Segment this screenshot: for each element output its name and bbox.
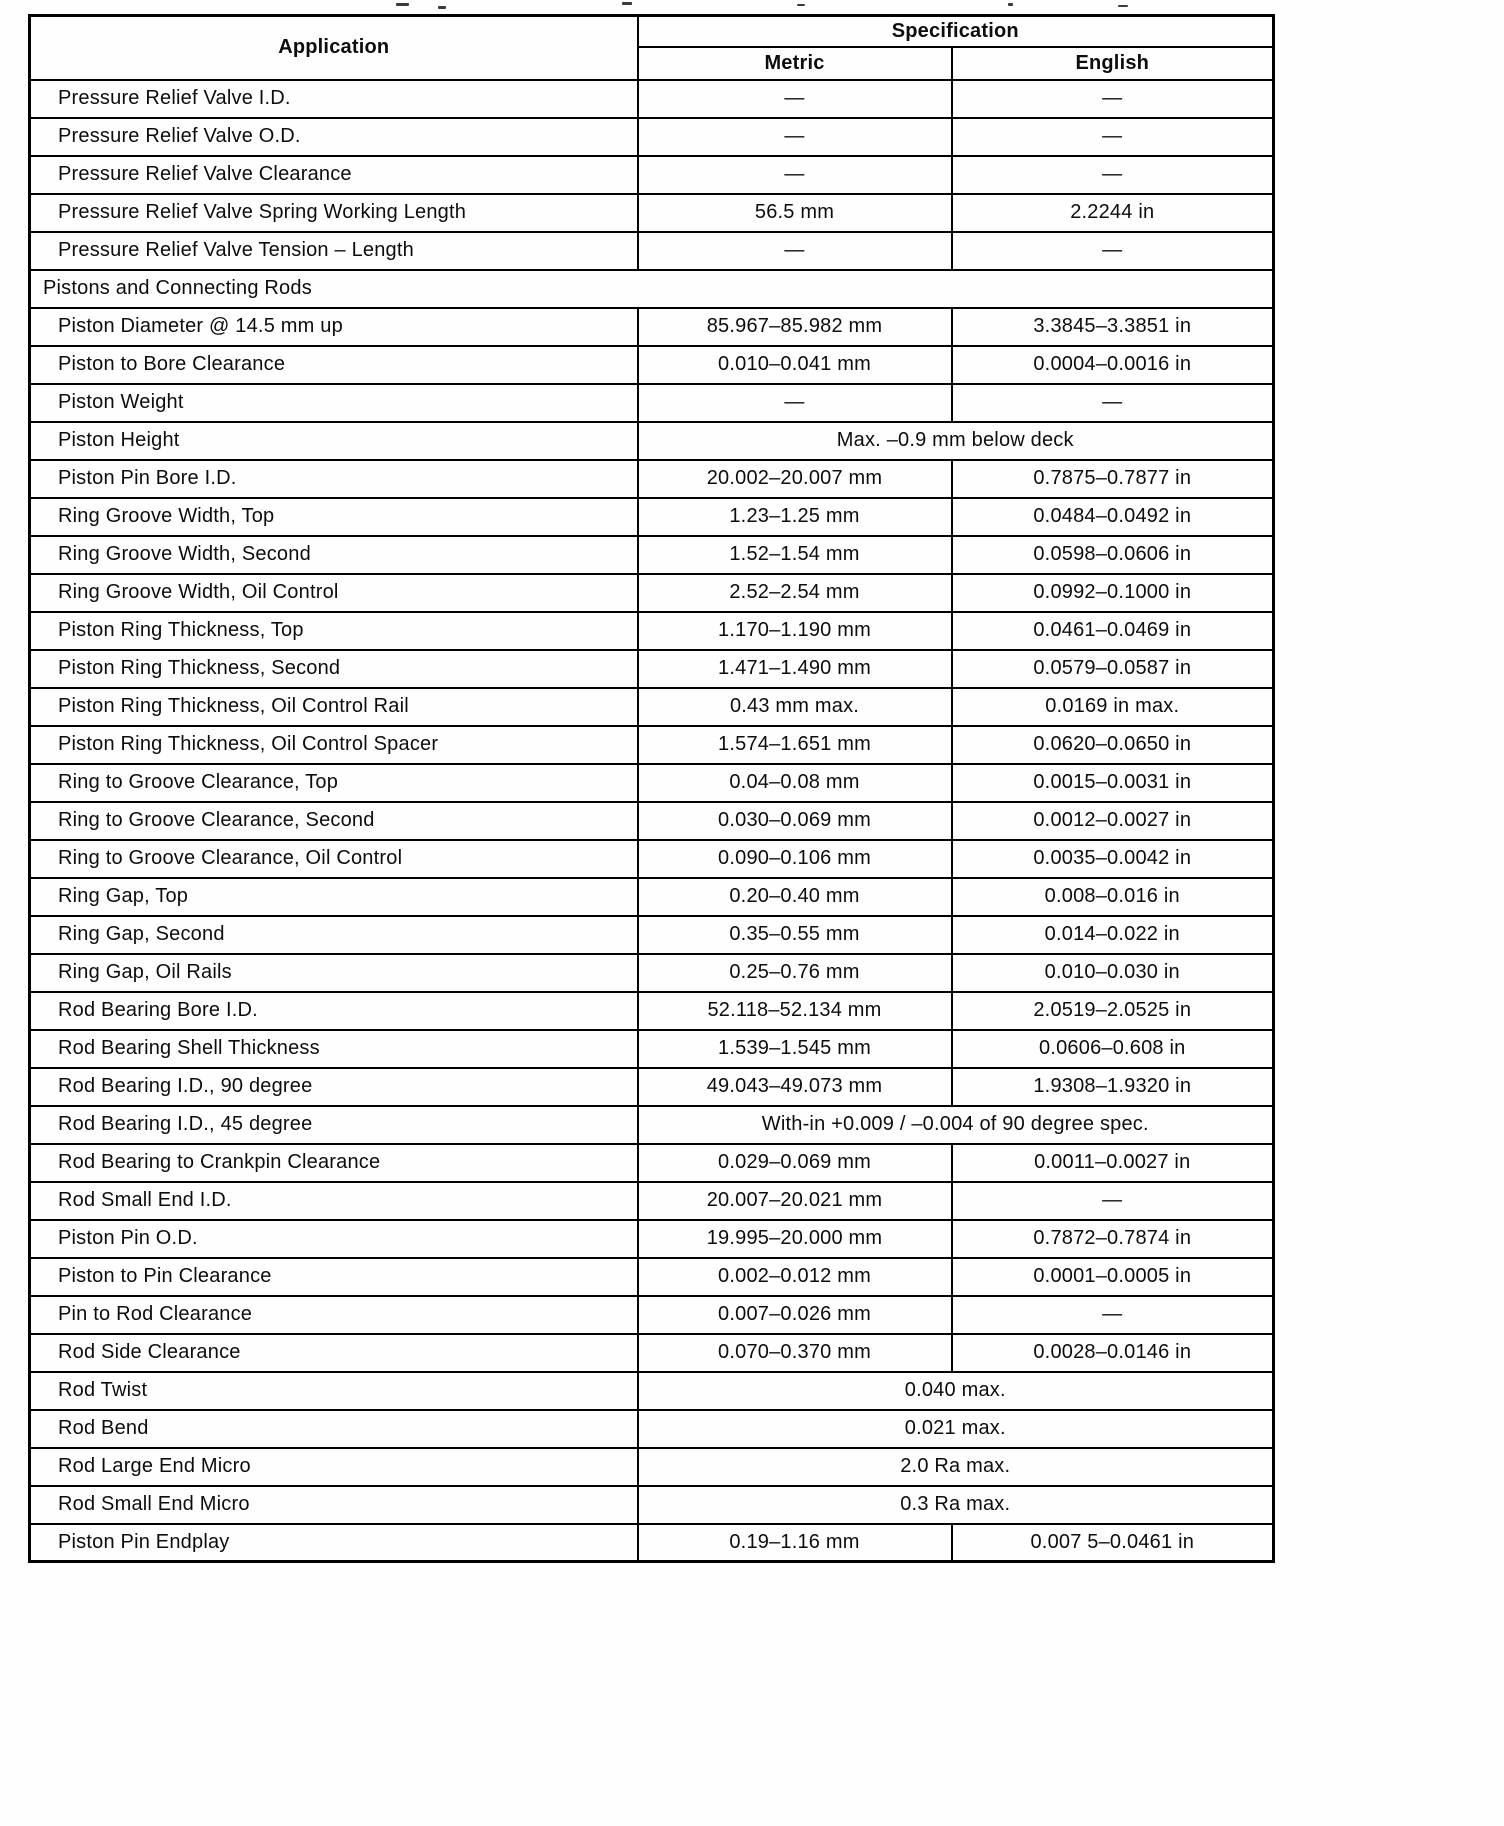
- table-row: [30, 1334, 1274, 1372]
- table-row: [30, 1068, 1274, 1106]
- application-cell: Ring to Groove Clearance, Top: [30, 764, 638, 802]
- spec-span-cell: With-in +0.009 / –0.004 of 90 degree spec.: [638, 1106, 1274, 1144]
- metric-cell: 0.007–0.026 mm: [638, 1296, 952, 1334]
- table-row: [30, 80, 1274, 118]
- english-cell: 0.007 5–0.0461 in: [952, 1524, 1274, 1562]
- english-cell: 0.7872–0.7874 in: [952, 1220, 1274, 1258]
- english-cell: 0.7875–0.7877 in: [952, 460, 1274, 498]
- application-cell: Piston Pin Endplay: [30, 1524, 638, 1562]
- application-cell: Rod Bearing I.D., 45 degree: [30, 1106, 638, 1144]
- table-row: [30, 954, 1274, 992]
- table-row: [30, 1296, 1274, 1334]
- metric-column-header: Metric: [638, 47, 952, 80]
- application-cell: Piston to Bore Clearance: [30, 346, 638, 384]
- english-cell: 1.9308–1.9320 in: [952, 1068, 1274, 1106]
- application-cell: Piston Height: [30, 422, 638, 460]
- spec-span-cell: 0.3 Ra max.: [638, 1486, 1274, 1524]
- metric-cell: 0.029–0.069 mm: [638, 1144, 952, 1182]
- metric-cell: 0.25–0.76 mm: [638, 954, 952, 992]
- english-cell: 0.010–0.030 in: [952, 954, 1274, 992]
- specification-table: [28, 14, 1275, 1563]
- application-cell: Rod Side Clearance: [30, 1334, 638, 1372]
- metric-cell: 1.471–1.490 mm: [638, 650, 952, 688]
- application-cell: Pressure Relief Valve O.D.: [30, 118, 638, 156]
- english-cell: —: [952, 1182, 1274, 1220]
- english-cell: 0.0169 in max.: [952, 688, 1274, 726]
- english-cell: 0.014–0.022 in: [952, 916, 1274, 954]
- metric-cell: 0.070–0.370 mm: [638, 1334, 952, 1372]
- metric-cell: 0.030–0.069 mm: [638, 802, 952, 840]
- application-cell: Piston Ring Thickness, Top: [30, 612, 638, 650]
- application-cell: Pressure Relief Valve Tension – Length: [30, 232, 638, 270]
- application-cell: Rod Large End Micro: [30, 1448, 638, 1486]
- application-cell: Rod Bearing I.D., 90 degree: [30, 1068, 638, 1106]
- application-cell: Ring Groove Width, Second: [30, 536, 638, 574]
- application-cell: Piston Ring Thickness, Oil Control Rail: [30, 688, 638, 726]
- table-row: [30, 1220, 1274, 1258]
- table-row: [30, 764, 1274, 802]
- spec-span-cell: 2.0 Ra max.: [638, 1448, 1274, 1486]
- table-row: [30, 1144, 1274, 1182]
- english-cell: 0.0484–0.0492 in: [952, 498, 1274, 536]
- metric-cell: 0.43 mm max.: [638, 688, 952, 726]
- table-row: [30, 612, 1274, 650]
- metric-cell: 0.35–0.55 mm: [638, 916, 952, 954]
- metric-cell: 1.170–1.190 mm: [638, 612, 952, 650]
- scan-artifact: [396, 3, 409, 6]
- english-cell: 0.0001–0.0005 in: [952, 1258, 1274, 1296]
- table-row: [30, 726, 1274, 764]
- application-cell: Ring Groove Width, Oil Control: [30, 574, 638, 612]
- application-cell: Ring to Groove Clearance, Second: [30, 802, 638, 840]
- application-cell: Ring Gap, Oil Rails: [30, 954, 638, 992]
- table-row: [30, 1524, 1274, 1562]
- english-cell: 0.0606–0.608 in: [952, 1030, 1274, 1068]
- english-cell: 3.3845–3.3851 in: [952, 308, 1274, 346]
- application-cell: Rod Bearing to Crankpin Clearance: [30, 1144, 638, 1182]
- metric-cell: —: [638, 118, 952, 156]
- metric-cell: 0.002–0.012 mm: [638, 1258, 952, 1296]
- table-row: [30, 1372, 1274, 1410]
- application-cell: Pressure Relief Valve Clearance: [30, 156, 638, 194]
- application-cell: Rod Bearing Bore I.D.: [30, 992, 638, 1030]
- table-row: [30, 536, 1274, 574]
- metric-cell: 0.20–0.40 mm: [638, 878, 952, 916]
- english-cell: —: [952, 156, 1274, 194]
- table-row: [30, 574, 1274, 612]
- scan-artifact: [622, 2, 632, 5]
- application-cell: Pressure Relief Valve Spring Working Length: [30, 194, 638, 232]
- application-cell: Piston Pin Bore I.D.: [30, 460, 638, 498]
- table-row: [30, 878, 1274, 916]
- english-cell: 0.0011–0.0027 in: [952, 1144, 1274, 1182]
- english-cell: —: [952, 118, 1274, 156]
- spec-table-body: [30, 80, 1274, 1562]
- spec-span-cell: Max. –0.9 mm below deck: [638, 422, 1274, 460]
- table-row: [30, 992, 1274, 1030]
- application-cell: Piston Ring Thickness, Oil Control Spacer: [30, 726, 638, 764]
- table-row: [30, 1106, 1274, 1144]
- application-cell: Rod Bend: [30, 1410, 638, 1448]
- application-cell: Piston Weight: [30, 384, 638, 422]
- application-cell: Rod Twist: [30, 1372, 638, 1410]
- metric-cell: —: [638, 80, 952, 118]
- metric-cell: 20.007–20.021 mm: [638, 1182, 952, 1220]
- table-row: [30, 1030, 1274, 1068]
- metric-cell: 49.043–49.073 mm: [638, 1068, 952, 1106]
- spec-span-cell: 0.021 max.: [638, 1410, 1274, 1448]
- metric-cell: 1.23–1.25 mm: [638, 498, 952, 536]
- scan-artifact: [1118, 5, 1128, 7]
- table-header: [30, 16, 1274, 80]
- metric-cell: —: [638, 156, 952, 194]
- table-row: [30, 156, 1274, 194]
- table-row: [30, 232, 1274, 270]
- scan-artifact: [1008, 3, 1013, 6]
- application-cell: Piston Diameter @ 14.5 mm up: [30, 308, 638, 346]
- table-row: [30, 346, 1274, 384]
- table-row: [30, 688, 1274, 726]
- english-cell: —: [952, 232, 1274, 270]
- table-row: [30, 498, 1274, 536]
- table-row: [30, 194, 1274, 232]
- english-cell: 0.0598–0.0606 in: [952, 536, 1274, 574]
- english-cell: —: [952, 80, 1274, 118]
- application-cell: Piston Pin O.D.: [30, 1220, 638, 1258]
- english-cell: 0.0992–0.1000 in: [952, 574, 1274, 612]
- english-cell: 0.0579–0.0587 in: [952, 650, 1274, 688]
- metric-cell: 1.574–1.651 mm: [638, 726, 952, 764]
- english-cell: 0.008–0.016 in: [952, 878, 1274, 916]
- metric-cell: 0.04–0.08 mm: [638, 764, 952, 802]
- table-row: [30, 1486, 1274, 1524]
- metric-cell: 20.002–20.007 mm: [638, 460, 952, 498]
- english-cell: 0.0620–0.0650 in: [952, 726, 1274, 764]
- english-cell: 0.0015–0.0031 in: [952, 764, 1274, 802]
- application-cell: Ring Groove Width, Top: [30, 498, 638, 536]
- english-cell: —: [952, 384, 1274, 422]
- application-cell: Piston Ring Thickness, Second: [30, 650, 638, 688]
- table-row: [30, 840, 1274, 878]
- application-cell: Ring Gap, Second: [30, 916, 638, 954]
- metric-cell: 1.52–1.54 mm: [638, 536, 952, 574]
- table-row: [30, 650, 1274, 688]
- application-cell: Rod Small End Micro: [30, 1486, 638, 1524]
- metric-cell: 19.995–20.000 mm: [638, 1220, 952, 1258]
- english-cell: 0.0461–0.0469 in: [952, 612, 1274, 650]
- table-row: [30, 118, 1274, 156]
- table-row: [30, 802, 1274, 840]
- application-cell: Ring Gap, Top: [30, 878, 638, 916]
- scan-artifact: [797, 4, 805, 6]
- english-column-header: English: [952, 47, 1274, 80]
- metric-cell: 2.52–2.54 mm: [638, 574, 952, 612]
- application-cell: Rod Small End I.D.: [30, 1182, 638, 1220]
- table-row: [30, 1258, 1274, 1296]
- metric-cell: 0.010–0.041 mm: [638, 346, 952, 384]
- metric-cell: 85.967–85.982 mm: [638, 308, 952, 346]
- english-cell: —: [952, 1296, 1274, 1334]
- table-row: [30, 384, 1274, 422]
- spec-span-cell: 0.040 max.: [638, 1372, 1274, 1410]
- metric-cell: 0.090–0.106 mm: [638, 840, 952, 878]
- scan-artifact: [438, 6, 446, 9]
- english-cell: 2.0519–2.0525 in: [952, 992, 1274, 1030]
- metric-cell: —: [638, 384, 952, 422]
- english-cell: 0.0004–0.0016 in: [952, 346, 1274, 384]
- section-label: Pistons and Connecting Rods: [30, 270, 1274, 308]
- english-cell: 0.0028–0.0146 in: [952, 1334, 1274, 1372]
- application-cell: Pressure Relief Valve I.D.: [30, 80, 638, 118]
- table-row: [30, 1410, 1274, 1448]
- metric-cell: —: [638, 232, 952, 270]
- table-row: [30, 422, 1274, 460]
- table-row: [30, 1448, 1274, 1486]
- application-cell: Pin to Rod Clearance: [30, 1296, 638, 1334]
- metric-cell: 0.19–1.16 mm: [638, 1524, 952, 1562]
- application-cell: Piston to Pin Clearance: [30, 1258, 638, 1296]
- application-column-header: Application: [30, 16, 638, 80]
- table-row: [30, 308, 1274, 346]
- section-row: [30, 270, 1274, 308]
- english-cell: 0.0012–0.0027 in: [952, 802, 1274, 840]
- metric-cell: 52.118–52.134 mm: [638, 992, 952, 1030]
- table-row: [30, 916, 1274, 954]
- table-row: [30, 1182, 1274, 1220]
- table-row: [30, 460, 1274, 498]
- english-cell: 2.2244 in: [952, 194, 1274, 232]
- metric-cell: 1.539–1.545 mm: [638, 1030, 952, 1068]
- english-cell: 0.0035–0.0042 in: [952, 840, 1274, 878]
- header-row-top: [30, 16, 1274, 47]
- specification-column-header: Specification: [638, 16, 1274, 47]
- metric-cell: 56.5 mm: [638, 194, 952, 232]
- application-cell: Rod Bearing Shell Thickness: [30, 1030, 638, 1068]
- application-cell: Ring to Groove Clearance, Oil Control: [30, 840, 638, 878]
